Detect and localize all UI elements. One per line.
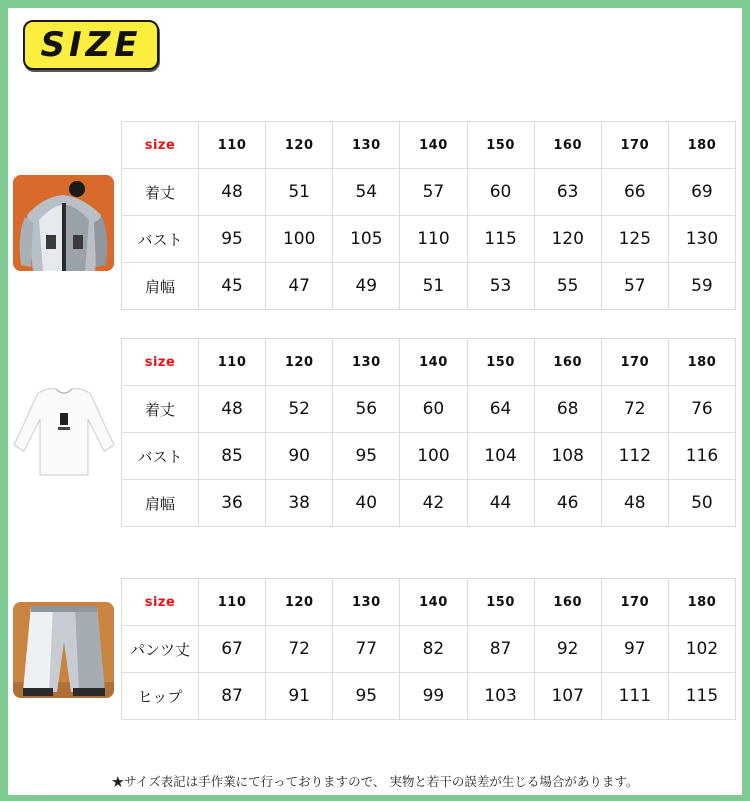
measurement-cell: 51 (400, 263, 467, 310)
measurement-cell: 57 (400, 169, 467, 216)
measurement-cell: 95 (333, 673, 400, 720)
measurement-cell: 60 (467, 169, 534, 216)
size-column-header: 150 (467, 339, 534, 386)
row-label: ヒップ (122, 673, 199, 720)
measurement-cell: 48 (199, 169, 266, 216)
measurement-cell: 82 (400, 626, 467, 673)
size-column-header: 170 (601, 579, 668, 626)
size-column-header: 150 (467, 122, 534, 169)
measurement-cell: 49 (333, 263, 400, 310)
table-row (122, 386, 736, 433)
measurement-cell: 102 (668, 626, 735, 673)
measurement-cell: 68 (534, 386, 601, 433)
measurement-cell: 59 (668, 263, 735, 310)
table-row (122, 216, 736, 263)
jacket-size-table (121, 121, 736, 310)
measurement-cell: 97 (601, 626, 668, 673)
size-column-header: 180 (668, 579, 735, 626)
measurement-cell: 44 (467, 480, 534, 527)
measurement-cell: 85 (199, 433, 266, 480)
measurement-cell: 57 (601, 263, 668, 310)
size-column-header: 120 (266, 122, 333, 169)
measurement-cell: 38 (266, 480, 333, 527)
measurement-cell: 53 (467, 263, 534, 310)
size-title-badge: SIZE (23, 20, 159, 70)
size-column-header: 110 (199, 122, 266, 169)
tshirt-product-image (10, 375, 118, 480)
row-label: バスト (122, 216, 199, 263)
measurement-cell: 125 (601, 216, 668, 263)
measurement-cell: 48 (199, 386, 266, 433)
size-column-header: 130 (333, 579, 400, 626)
row-label: 着丈 (122, 169, 199, 216)
measurement-cell: 69 (668, 169, 735, 216)
measurement-cell: 72 (601, 386, 668, 433)
measurement-cell: 87 (199, 673, 266, 720)
measurement-cell: 51 (266, 169, 333, 216)
measurement-cell: 115 (668, 673, 735, 720)
size-column-header: 170 (601, 339, 668, 386)
measurement-cell: 111 (601, 673, 668, 720)
size-header-row (122, 339, 736, 386)
size-column-header: 120 (266, 339, 333, 386)
measurement-cell: 130 (668, 216, 735, 263)
measurement-cell: 100 (400, 433, 467, 480)
measurement-cell: 60 (400, 386, 467, 433)
measurement-cell: 52 (266, 386, 333, 433)
size-column-header: 130 (333, 122, 400, 169)
size-column-header: 130 (333, 339, 400, 386)
measurement-cell: 50 (668, 480, 735, 527)
measurement-cell: 103 (467, 673, 534, 720)
measurement-cell: 56 (333, 386, 400, 433)
measurement-cell: 116 (668, 433, 735, 480)
table-row (122, 626, 736, 673)
measurement-cell: 92 (534, 626, 601, 673)
size-column-header: 140 (400, 579, 467, 626)
table-row (122, 433, 736, 480)
size-column-header: 180 (668, 339, 735, 386)
measurement-cell: 76 (668, 386, 735, 433)
table-row (122, 169, 736, 216)
measurement-cell: 46 (534, 480, 601, 527)
table-row (122, 673, 736, 720)
measurement-cell: 72 (266, 626, 333, 673)
size-column-header: 120 (266, 579, 333, 626)
size-header-label: size (122, 579, 199, 626)
size-column-header: 140 (400, 122, 467, 169)
measurement-cell: 105 (333, 216, 400, 263)
measurement-cell: 45 (199, 263, 266, 310)
measurement-cell: 55 (534, 263, 601, 310)
measurement-cell: 115 (467, 216, 534, 263)
measurement-cell: 67 (199, 626, 266, 673)
measurement-cell: 36 (199, 480, 266, 527)
measurement-cell: 108 (534, 433, 601, 480)
row-label: 肩幅 (122, 263, 199, 310)
measurement-cell: 120 (534, 216, 601, 263)
pants-product-image (13, 602, 114, 698)
size-column-header: 110 (199, 339, 266, 386)
measurement-cell: 40 (333, 480, 400, 527)
measurement-cell: 99 (400, 673, 467, 720)
size-column-header: 160 (534, 339, 601, 386)
table-row (122, 263, 736, 310)
measurement-cell: 77 (333, 626, 400, 673)
measurement-cell: 95 (199, 216, 266, 263)
row-label: バスト (122, 433, 199, 480)
measurement-cell: 90 (266, 433, 333, 480)
measurement-cell: 47 (266, 263, 333, 310)
measurement-cell: 48 (601, 480, 668, 527)
size-column-header: 150 (467, 579, 534, 626)
measurement-cell: 42 (400, 480, 467, 527)
size-column-header: 160 (534, 122, 601, 169)
size-header-row (122, 122, 736, 169)
measurement-cell: 112 (601, 433, 668, 480)
measurement-cell: 100 (266, 216, 333, 263)
size-column-header: 170 (601, 122, 668, 169)
measurement-cell: 54 (333, 169, 400, 216)
measurement-cell: 66 (601, 169, 668, 216)
measurement-cell: 91 (266, 673, 333, 720)
size-column-header: 110 (199, 579, 266, 626)
size-column-header: 140 (400, 339, 467, 386)
row-label: パンツ丈 (122, 626, 199, 673)
size-header-label: size (122, 122, 199, 169)
jacket-product-image (13, 175, 114, 271)
measurement-cell: 107 (534, 673, 601, 720)
size-header-label: size (122, 339, 199, 386)
measurement-cell: 64 (467, 386, 534, 433)
measurement-cell: 87 (467, 626, 534, 673)
measurement-note: ★サイズ表記は手作業にて行っておりますので、 実物と若干の誤差が生じる場合があります。 (111, 774, 639, 789)
measurement-cell: 110 (400, 216, 467, 263)
measurement-cell: 63 (534, 169, 601, 216)
size-column-header: 160 (534, 579, 601, 626)
size-header-row (122, 579, 736, 626)
tshirt-size-table (121, 338, 736, 527)
size-column-header: 180 (668, 122, 735, 169)
row-label: 肩幅 (122, 480, 199, 527)
measurement-cell: 104 (467, 433, 534, 480)
row-label: 着丈 (122, 386, 199, 433)
pants-size-table (121, 578, 736, 720)
measurement-cell: 95 (333, 433, 400, 480)
table-row (122, 480, 736, 527)
